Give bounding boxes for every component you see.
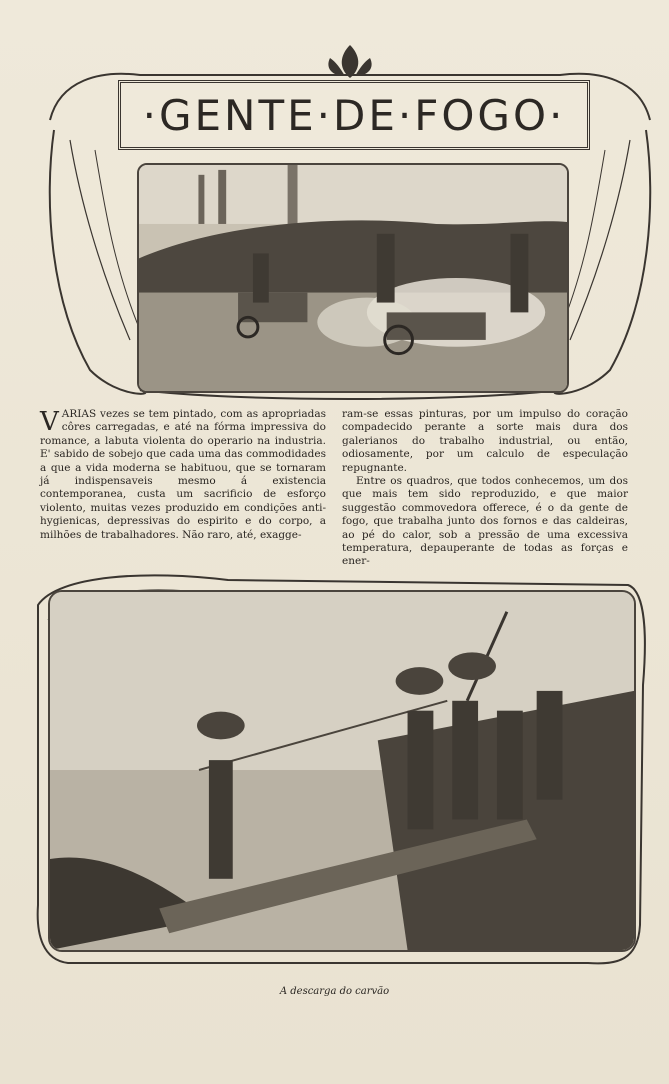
- dropcap: V: [40, 407, 59, 437]
- title-banner: [118, 80, 590, 150]
- column-left: [40, 408, 326, 558]
- coal-unloading-photo: [48, 590, 636, 952]
- lotus-ornament: [328, 45, 371, 78]
- paragraph: Entre os quadros, que todos conhecemos, um dos que mais tem sido reproduzido, e que maior suggestão commovedora offerece, é o da gente de fogo, que trabalha junto dos fornos e das caldeiras, ao pé do calor, sob a pressão de uma excessiva temperatura, depauperante de todas as forças e ener-: [342, 475, 628, 568]
- article-body: [40, 407, 628, 568]
- page-title: ·GENTE·DE·FOGO·: [142, 90, 566, 140]
- photo-caption: A descarga do carvão: [279, 986, 390, 997]
- paragraph: [40, 408, 326, 542]
- workers-photo: [137, 163, 569, 393]
- paragraph: ram-se essas pinturas, por um impulso do coração compadecido perante a sorte mais dura dos galerianos do trabalho industrial, ou então, odiosamente, por um calculo de especulação repugnante.: [342, 408, 628, 474]
- paragraph-text: ARIAS vezes se tem pintado, com as apropriadas côres carregadas, e até na fórma impressiva do romance, a labuta violenta do operario na industria. E' sabido de sobejo que cada uma das commodidades a que a vida moderna se habituou, que se tornaram já indispensaveis mesmo á existencia contemporanea, custa um sacrificio de esforço violento, muitas vezes produzido em condições anti-hygienicas, depressivas do espirito e do corpo, a milhões de trabalhadores. Não raro, até, exagge-: [40, 408, 326, 541]
- column-right: [342, 408, 628, 568]
